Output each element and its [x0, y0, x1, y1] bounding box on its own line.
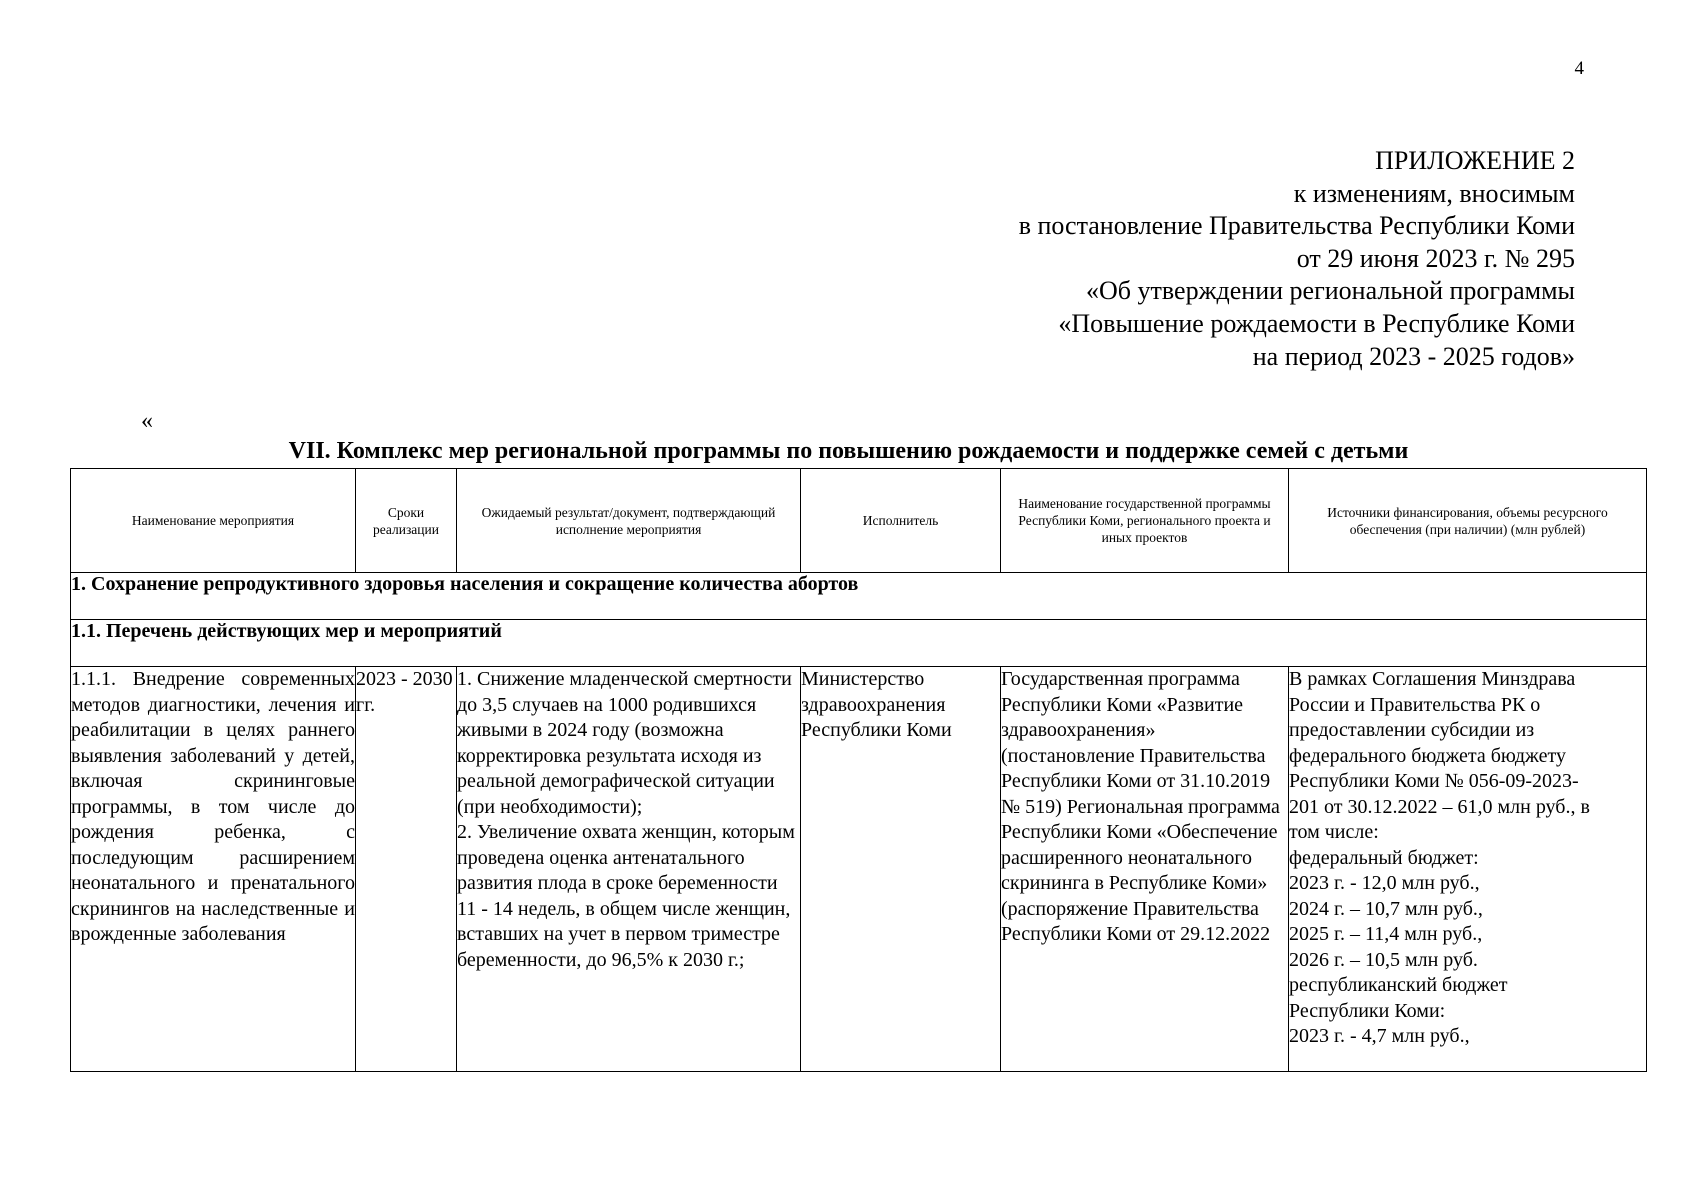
- appendix-line: в постановление Правительства Республики Коми: [1018, 211, 1575, 241]
- group-row: [71, 573, 1647, 620]
- page-number: 4: [1574, 58, 1584, 79]
- table-row: [71, 667, 1647, 1072]
- funding-line: предоставлении субсидии из: [1289, 719, 1535, 741]
- measures-table: [70, 468, 1647, 1072]
- group-row: [71, 620, 1647, 667]
- funding-line: 2025 г. – 11,4 млн руб.,: [1289, 923, 1483, 945]
- funding-line: В рамках Соглашения Минздрава: [1289, 668, 1576, 690]
- funding-line: 201 от 30.12.2022 – 61,0 млн руб., в: [1289, 795, 1590, 818]
- funding-line: том числе:: [1289, 821, 1379, 843]
- section-title: VII. Комплекс мер региональной программы по повышению рождаемости и поддержке семей с детьми: [288, 438, 1409, 464]
- header-program: Наименование государственной программы Республики Коми, регионального проекта и иных проектов: [1001, 469, 1289, 573]
- appendix-line: «Об утверждении региональной программы: [1086, 276, 1575, 306]
- appendix-line: ПРИЛОЖЕНИЕ 2: [1375, 146, 1575, 175]
- cell-executor: Министерство здравоохранения Республики Коми: [801, 667, 1001, 1072]
- header-expected-result: Ожидаемый результат/документ, подтверждающий исполнение мероприятия: [457, 469, 801, 573]
- group-heading-1: 1. Сохранение репродуктивного здоровья населения и сокращение количества абортов: [71, 573, 1647, 620]
- cell-measure-name: 1.1.1. Внедрение современных методов диагностики, лечения и реабилитации в целях раннего выявления заболеваний у детей, включая скрининговые программы, в том числе до рождения ребенка, с последующим расширением неонатального и пренатального скринингов на наследственные и врожденные заболевания: [71, 667, 356, 1072]
- cell-period: 2023 - 2030 гг.: [356, 667, 457, 1072]
- funding-line: 2023 г. - 4,7 млн руб.,: [1289, 1025, 1470, 1047]
- funding-line: 2023 г. - 12,0 млн руб.,: [1289, 872, 1480, 894]
- funding-line: России и Правительства РК о: [1289, 693, 1541, 716]
- cell-funding: [1289, 667, 1647, 1072]
- header-measure-name: Наименование мероприятия: [71, 469, 356, 573]
- group-heading-1-1: 1.1. Перечень действующих мер и мероприятий: [71, 620, 1647, 667]
- cell-expected-result: 1. Снижение младенческой смертности до 3,5 случаев на 1000 родившихся живыми в 2024 году (возможна корректировка результата исходя из реальной демографической ситуации (при необходимости); 2. Увеличение охвата женщин, которым проведена оценка антенатального развития плода в сроке беременности 11 - 14 недель, в общем числе женщин, вставших на учет в первом триместре беременности, до 96,5% к 2030 г.;: [457, 667, 801, 1072]
- appendix-line: на период 2023 - 2025 годов»: [1252, 341, 1575, 371]
- appendix-block: [1019, 145, 1575, 373]
- table-header-row: [71, 469, 1647, 573]
- funding-line: республиканский бюджет: [1289, 974, 1508, 996]
- funding-line: федеральный бюджет:: [1289, 846, 1479, 869]
- funding-line: Республики Коми:: [1289, 999, 1446, 1022]
- appendix-line: «Повышение рождаемости в Республике Коми: [1058, 308, 1575, 338]
- opening-quote-mark: «: [141, 408, 153, 434]
- cell-program: Государственная программа Республики Коми «Развитие здравоохранения» (постановление Правительства Республики Коми от 31.10.2019 № 519) Региональная программа Республики Коми «Обеспечение расширенного неонатального скрининга в Республике Коми» (распоряжение Правительства Республики Коми от 29.12.2022: [1001, 667, 1289, 1072]
- funding-line: 2026 г. – 10,5 млн руб.: [1289, 948, 1478, 971]
- appendix-line: к изменениям, вносимым: [1293, 178, 1575, 208]
- header-funding: Источники финансирования, объемы ресурсного обеспечения (при наличии) (млн рублей): [1289, 469, 1647, 573]
- header-executor: Исполнитель: [801, 469, 1001, 573]
- funding-line: 2024 г. – 10,7 млн руб.,: [1289, 897, 1483, 920]
- funding-line: федерального бюджета бюджету: [1289, 744, 1566, 767]
- funding-line: Республики Коми № 056-09-2023-: [1289, 770, 1579, 792]
- appendix-line: от 29 июня 2023 г. № 295: [1296, 243, 1575, 273]
- header-period: Сроки реализации: [356, 469, 457, 573]
